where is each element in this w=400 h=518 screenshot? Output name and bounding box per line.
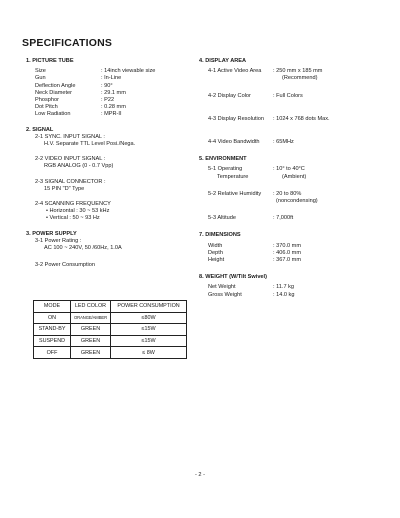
spec-row-gross-weight: Gross Weight : 14.0 kg (208, 291, 295, 298)
spec-row-temperature: Temperature (Ambient) (217, 173, 307, 180)
spec-row-depth: Depth : 406.0 mm (208, 249, 301, 256)
table-cell: ≤15W (111, 335, 187, 347)
signal-connector-label: 2-3 SIGNAL CONNECTOR : (35, 178, 106, 185)
table-header-row (34, 301, 187, 313)
table-row (34, 324, 187, 336)
section-heading-power: 3. POWER SUPPLY (26, 230, 77, 237)
spec-row-resolution: 4-3 Display Resolution : 1024 x 768 dots Max. (208, 115, 330, 122)
spec-row-display-color: 4-2 Display Color : Full Colors (208, 92, 303, 99)
table-cell: GREEN (71, 347, 111, 359)
table-row (34, 335, 187, 347)
table-header: LED COLOR (71, 301, 111, 313)
spec-row-dot-pitch: Dot Pitch : 0.28 mm (35, 104, 126, 111)
table-cell: ≤80W (111, 312, 187, 324)
spec-row-altitude: 5-3 Altitude : 7,000ft (208, 215, 294, 222)
table-cell: ≤15W (111, 324, 187, 336)
spec-row-operating: 5-1 Operating : 10° to 40°C (208, 166, 305, 173)
table-cell: GREEN (71, 324, 111, 336)
page-title: SPECIFICATIONS (22, 37, 113, 49)
page-number: - 2 - (195, 472, 205, 478)
table-cell: ON (34, 312, 71, 324)
section-heading-picture-tube: 1. PICTURE TUBE (26, 58, 74, 64)
left-column (26, 58, 191, 269)
table-cell: GREEN (71, 335, 111, 347)
spec-row-bandwidth: 4-4 Video Bandwidth : 65MHz (208, 139, 294, 146)
section-heading-environment: 5. ENVIRONMENT (199, 156, 247, 163)
power-consumption-label: 3-2 Power Consumption (35, 262, 96, 269)
spec-row-phosphor: Phosphor : P22 (35, 97, 115, 104)
section-heading-display-area: 4. DISPLAY AREA (199, 58, 247, 64)
power-rating-label: 3-1 Power Rating : (35, 237, 82, 244)
spec-row-width: Width : 370.0 mm (208, 242, 301, 249)
power-rating-value: AC 100 ~ 240V, 50 /60Hz, 1.0A (44, 245, 122, 252)
section-heading-weight: 8. WEIGHT (W/Tilt Swivel) (199, 274, 267, 281)
table-header: POWER CONSUMPTION (111, 301, 187, 313)
power-consumption-table (33, 300, 187, 359)
table-cell: ≤ 8W (111, 347, 187, 359)
signal-sync-value: H.V. Separate TTL Level Posi./Nega. (44, 141, 136, 148)
signal-scan-label: 2-4 SCANNING FREQUENCY (35, 201, 111, 208)
spec-row-humidity: 5-2 Relative Humidity : 20 to 80% (208, 190, 302, 197)
spec-row-low-radiation: Low Radiation : MPR-II (35, 111, 122, 118)
signal-video-value: RGB ANALOG (0 - 0.7 Vpp) (44, 163, 114, 170)
section-heading-dimensions: 7. DIMENSIONS (199, 232, 241, 239)
table-cell: ORANGE/AMBER (71, 312, 111, 324)
spec-row-gun: Gun : In-Line (35, 75, 122, 82)
signal-connector-value: 15 PIN "D" Type (44, 185, 85, 192)
spec-row-humidity-note: (noncondensing) (276, 198, 318, 205)
spec-row-height: Height : 367.0 mm (208, 257, 301, 264)
spec-row-active-note: (Recommend) (282, 75, 318, 82)
signal-video-label: 2-2 VIDEO INPUT SIGNAL : (35, 156, 106, 163)
spec-row-size: Size : 14inch viewable size (35, 68, 156, 75)
table-cell: OFF (34, 347, 71, 359)
spec-row-neck: Neck Diameter : 29.1 mm (35, 89, 126, 96)
table-cell: STAND-BY (34, 324, 71, 336)
spec-row-deflection: Deflection Angle : 90° (35, 82, 113, 89)
spec-row-active-video: 4-1 Active Video Area : 250 mm x 185 mm (208, 68, 323, 75)
section-heading-signal: 2. SIGNAL (26, 126, 54, 133)
signal-sync-label: 2-1 SYNC. INPUT SIGNAL : (35, 133, 105, 140)
table-row (34, 312, 187, 324)
signal-vertical: • Vertical : 50 ~ 93 Hz (46, 215, 100, 222)
signal-horizontal: • Horizontal : 30 ~ 53 kHz (46, 208, 110, 215)
table-row (34, 347, 187, 359)
right-column (199, 58, 379, 299)
table-cell: SUSPEND (34, 335, 71, 347)
table-header: MODE (34, 301, 71, 313)
spec-row-net-weight: Net Weight : 11.7 kg (208, 284, 295, 291)
